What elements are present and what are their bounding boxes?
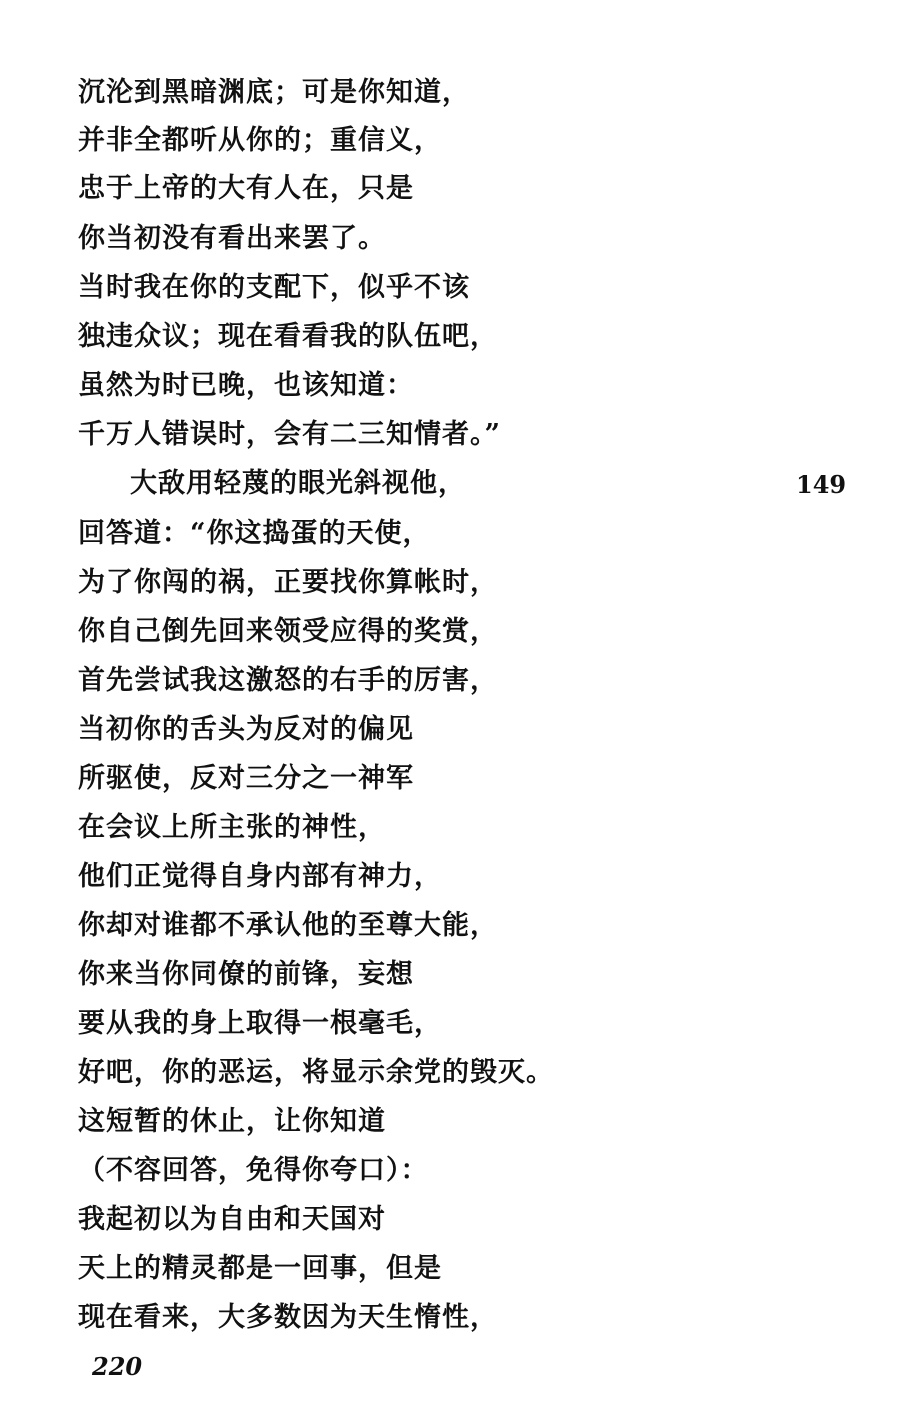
poem-line: 他们正觉得自身内部有神力， [78,861,442,892]
poem-line: 现在看来，大多数因为天生惰性， [78,1302,498,1333]
poem-line: 好吧，你的恶运，将显示余党的毁灭。 [78,1057,554,1088]
poem-line: 并非全都听从你的；重信义， [78,125,442,156]
page-number: 220 [92,1352,143,1381]
poem-line: 所驱使，反对三分之一神军 [78,763,414,794]
poem-line: 忠于上帝的大有人在，只是 [78,173,414,204]
poem-line: 沉沦到黑暗渊底；可是你知道， [78,77,470,108]
poem-line: 你却对谁都不承认他的至尊大能， [78,910,498,941]
poem-line: （不容回答，免得你夸口）： [78,1155,429,1186]
poem-line: 独违众议；现在看看我的队伍吧， [78,321,498,352]
poem-line-indented: 大敌用轻蔑的眼光斜视他， [130,468,466,499]
poem-line: 我起初以为自由和天国对 [78,1204,386,1235]
poem-line: 要从我的身上取得一根毫毛， [78,1008,442,1039]
poem-line: 当初你的舌头为反对的偏见 [78,714,414,745]
poem-line: 你来当你同僚的前锋，妄想 [78,959,414,990]
poem-line: 这短暂的休止，让你知道 [78,1106,386,1137]
poem-line: 你自己倒先回来领受应得的奖赏， [78,616,498,647]
poem-line: 回答道：“你这捣蛋的天使， [78,518,431,549]
poem-line: 为了你闯的祸，正要找你算帐时， [78,567,498,598]
poem-line: 天上的精灵都是一回事，但是 [78,1253,442,1284]
poem-line: 千万人错误时，会有二三知情者。” [78,419,502,450]
poem-line: 当时我在你的支配下，似乎不该 [78,272,470,303]
poem-line: 首先尝试我这激怒的右手的厉害， [78,665,498,696]
poem-line: 虽然为时已晚，也该知道： [78,370,414,401]
poem-line: 你当初没有看出来罢了。 [78,223,386,254]
margin-line-number: 149 [796,470,847,499]
poem-line: 在会议上所主张的神性， [78,812,386,843]
